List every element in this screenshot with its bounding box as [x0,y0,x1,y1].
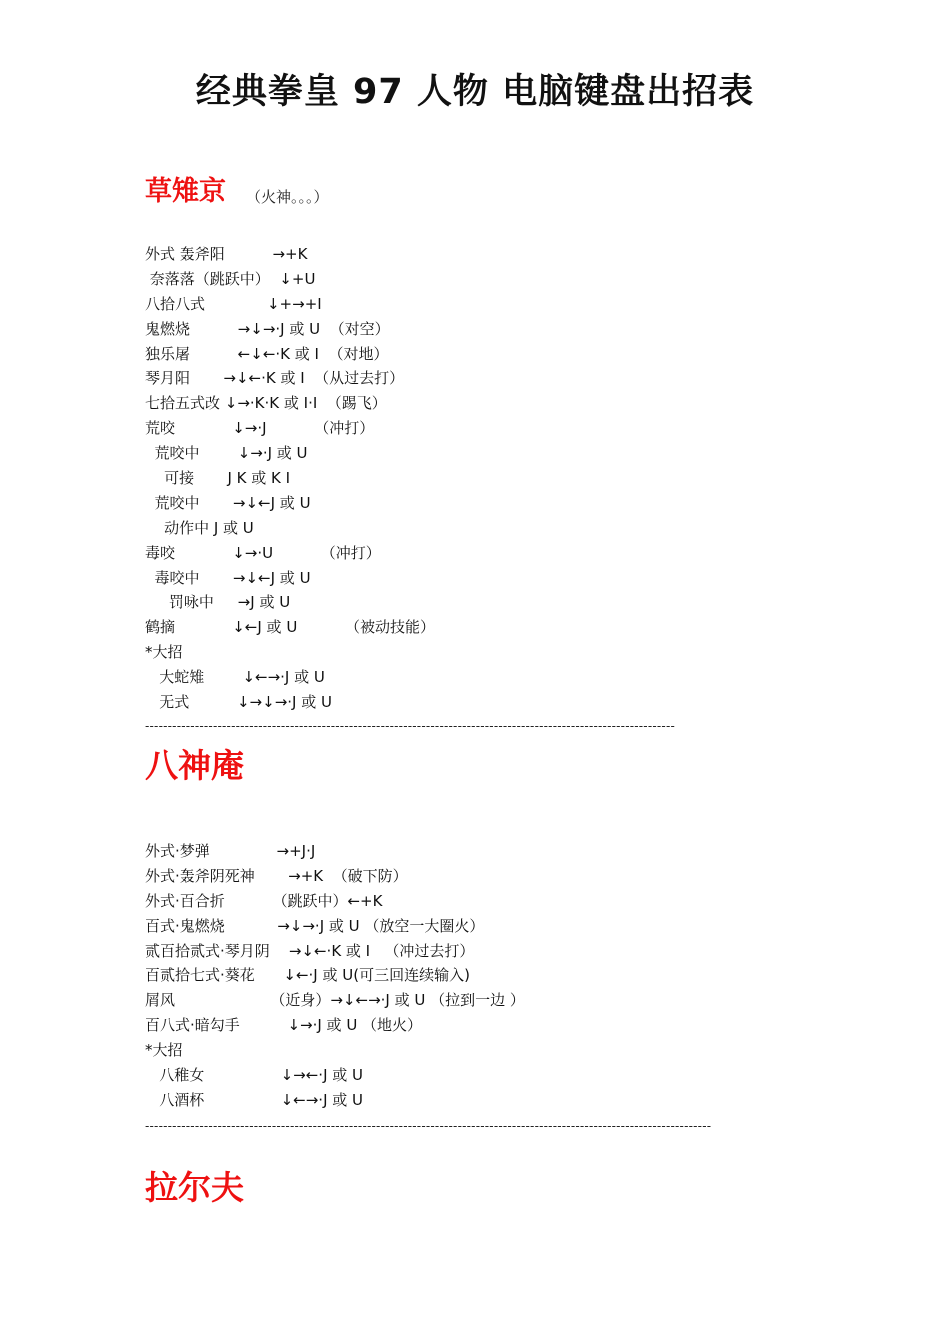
section-separator: ----------------------------------------------------------------------------------------------------------------------------- [145,1119,712,1133]
move-line: 大蛇雉 ↓←→·J 或 U [145,668,325,687]
move-line: 毒咬中 →↓←J 或 U [145,568,311,587]
move-line: 无式 ↓→↓→·J 或 U [145,693,332,712]
move-line: 百贰拾七式·葵花 ↓←·J 或 U(可三回连续输入) [145,966,470,985]
character-name-ralf: 拉尔夫 [145,1168,244,1207]
move-line: 百八式·暗勾手 ↓→·J 或 U （地火） [145,1016,423,1035]
move-line: 动作中 J 或 U [145,518,254,537]
move-list-kyo [145,242,435,715]
move-line: 百式·鬼燃烧 →↓→·J 或 U （放空一大圈火） [145,916,485,935]
move-list-iori [145,839,525,1113]
move-line: 外式 轰斧阳 →+K [145,245,308,263]
move-line: 罚咏中 →J 或 U [145,593,291,612]
move-line: 独乐屠 ←↓←·K 或 I （对地） [145,344,389,363]
document-title: 经典拳皇 97 人物 电脑键盘出招表 [195,72,755,112]
move-line: 屑风 （近身）→↓←→·J 或 U （拉到一边 ） [145,991,525,1010]
move-line: 荒咬中 →↓←J 或 U [145,493,311,512]
move-line: 毒咬 ↓→·U （冲打） [145,543,381,562]
move-line: 荒咬中 ↓→·J 或 U [145,444,308,463]
move-line: 奈落落（跳跃中） ↓+U [145,269,316,288]
move-line: 鹤摘 ↓←J 或 U （被动技能） [145,618,435,637]
move-line: 七拾五式改 ↓→·K·K 或 I·I （踢飞） [145,394,387,413]
move-line: 可接 J K 或 K I [145,469,291,488]
move-line: *大招 [145,1041,183,1060]
move-line: 荒咬 ↓→·J （冲打） [145,419,375,438]
character-note-kyo: （火神。。。） [246,188,329,206]
move-line: 外式·百合折 （跳跃中）←+K [145,891,383,910]
move-line: 外式·轰斧阴死神 →+K （破下防） [145,866,408,885]
character-name-iori: 八神庵 [145,746,244,785]
move-line: 鬼燃烧 →↓→·J 或 U （对空） [145,319,390,338]
move-line: 八酒杯 ↓←→·J 或 U [145,1090,364,1109]
move-line: 琴月阳 →↓←·K 或 I （从过去打） [145,369,405,388]
move-line: *大招 [145,643,183,662]
section-separator: --------------------------------------------------------------------------------------------------------------------- [145,719,676,733]
move-line: 贰百拾贰式·琴月阴 →↓←·K 或 I （冲过去打） [145,941,475,960]
character-name-kyo: 草雉京 [145,176,226,207]
move-line: 八稚女 ↓→←·J 或 U [145,1066,364,1085]
move-line: 外式·梦弹 →+J·J [145,842,316,860]
move-line: 八拾八式 ↓+→+I [145,294,322,313]
